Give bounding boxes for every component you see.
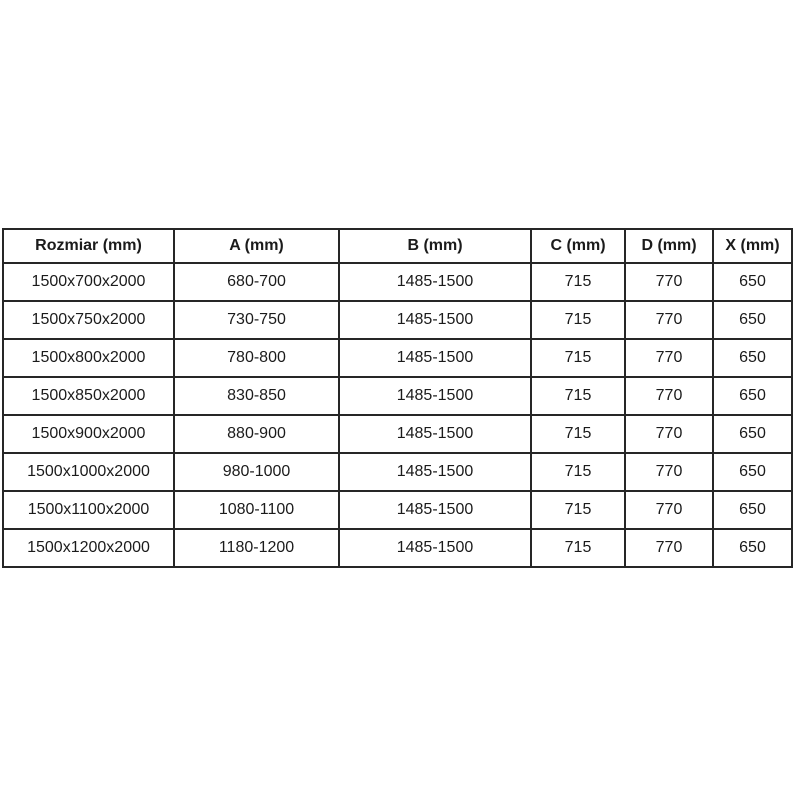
- table-cell: 1500x800x2000: [3, 339, 174, 377]
- table-cell: 1485-1500: [339, 453, 531, 491]
- table-cell: 880-900: [174, 415, 339, 453]
- table-body: [3, 263, 792, 567]
- table-cell: 1485-1500: [339, 263, 531, 301]
- table-cell: 1500x750x2000: [3, 301, 174, 339]
- table-cell: 650: [713, 301, 792, 339]
- table-cell: 715: [531, 415, 625, 453]
- table-row: [3, 491, 792, 529]
- table-row: [3, 529, 792, 567]
- table-cell: 715: [531, 339, 625, 377]
- table-cell: 650: [713, 415, 792, 453]
- table-cell: 780-800: [174, 339, 339, 377]
- table-cell: 650: [713, 263, 792, 301]
- table-cell: 715: [531, 301, 625, 339]
- table-row: [3, 415, 792, 453]
- column-header: X (mm): [713, 229, 792, 263]
- table-cell: 715: [531, 453, 625, 491]
- column-header: A (mm): [174, 229, 339, 263]
- table-cell: 1485-1500: [339, 377, 531, 415]
- table-cell: 715: [531, 263, 625, 301]
- table-cell: 650: [713, 339, 792, 377]
- column-header: Rozmiar (mm): [3, 229, 174, 263]
- table-cell: 1485-1500: [339, 491, 531, 529]
- table-cell: 1485-1500: [339, 529, 531, 567]
- table-row: [3, 339, 792, 377]
- table-cell: 715: [531, 529, 625, 567]
- table-cell: 715: [531, 377, 625, 415]
- table-cell: 830-850: [174, 377, 339, 415]
- column-header: C (mm): [531, 229, 625, 263]
- table-cell: 770: [625, 529, 713, 567]
- table-cell: 1080-1100: [174, 491, 339, 529]
- table-cell: 1485-1500: [339, 415, 531, 453]
- table-cell: 770: [625, 339, 713, 377]
- column-header: B (mm): [339, 229, 531, 263]
- table-row: [3, 453, 792, 491]
- table-row: [3, 301, 792, 339]
- table-cell: 1500x1000x2000: [3, 453, 174, 491]
- table-row: [3, 377, 792, 415]
- dimension-table: [2, 228, 793, 568]
- dimension-table-container: [2, 228, 791, 568]
- table-cell: 770: [625, 491, 713, 529]
- table-cell: 650: [713, 491, 792, 529]
- table-row: [3, 229, 792, 263]
- table-cell: 770: [625, 377, 713, 415]
- table-cell: 1500x850x2000: [3, 377, 174, 415]
- table-cell: 730-750: [174, 301, 339, 339]
- table-cell: 650: [713, 377, 792, 415]
- table-cell: 1500x1200x2000: [3, 529, 174, 567]
- table-cell: 1500x900x2000: [3, 415, 174, 453]
- table-cell: 1500x700x2000: [3, 263, 174, 301]
- table-cell: 715: [531, 491, 625, 529]
- table-cell: 1485-1500: [339, 301, 531, 339]
- column-header: D (mm): [625, 229, 713, 263]
- table-header-row: [3, 229, 792, 263]
- table-cell: 770: [625, 301, 713, 339]
- table-cell: 680-700: [174, 263, 339, 301]
- table-cell: 650: [713, 529, 792, 567]
- table-cell: 980-1000: [174, 453, 339, 491]
- table-cell: 1500x1100x2000: [3, 491, 174, 529]
- table-cell: 650: [713, 453, 792, 491]
- table-cell: 770: [625, 415, 713, 453]
- table-cell: 1180-1200: [174, 529, 339, 567]
- table-row: [3, 263, 792, 301]
- table-cell: 770: [625, 263, 713, 301]
- table-cell: 1485-1500: [339, 339, 531, 377]
- table-cell: 770: [625, 453, 713, 491]
